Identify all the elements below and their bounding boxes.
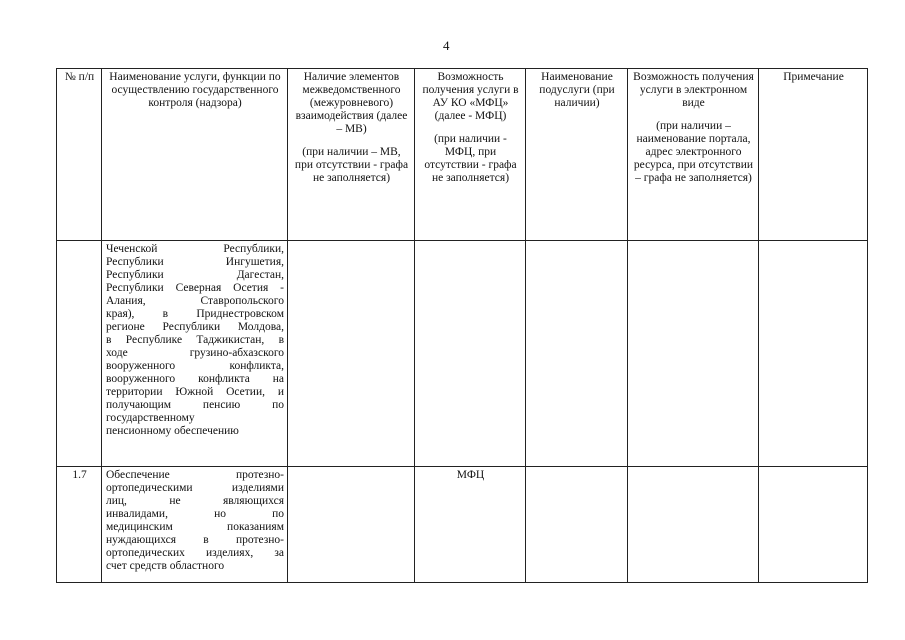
- service-text-line: ортопедических изделиях, за: [106, 547, 284, 559]
- service-text: [106, 243, 284, 438]
- service-text-line: лиц, не являющихся: [106, 495, 284, 507]
- row-mv: [288, 467, 415, 583]
- services-table: [56, 68, 868, 583]
- header-electronic-note: (при наличии – наименование портала, адрес электронного ресурса, при отсутствии – графа не заполняется): [633, 120, 754, 184]
- row-service: [102, 467, 288, 583]
- table-header-row: [57, 69, 868, 241]
- service-text-line: в Республике Таджикистан, в: [106, 334, 284, 346]
- row-mfc: [415, 241, 526, 467]
- service-text-line: получающим пенсию по: [106, 399, 284, 411]
- header-electronic-title: Возможность получения услуги в электронном виде: [633, 71, 754, 109]
- row-electronic: [628, 467, 759, 583]
- service-text-line: Республики Ингушетия,: [106, 256, 284, 268]
- service-text-line: вооруженного конфликта,: [106, 360, 284, 372]
- row-mfc: МФЦ: [415, 467, 526, 583]
- header-mfc-note: (при наличии - МФЦ, при отсутствии - графа не заполняется): [424, 133, 517, 184]
- service-text-line: государственному: [106, 412, 195, 424]
- service-text: [106, 469, 284, 573]
- service-text-line: Алания, Ставропольского: [106, 295, 284, 307]
- header-remark: Примечание: [759, 69, 868, 241]
- header-mv-title: Наличие элементов межведомственного (межуровневого) взаимодействия (далее – МВ): [295, 71, 408, 135]
- service-text-line: территории Южной Осетии, и: [106, 386, 284, 398]
- row-service: [102, 241, 288, 467]
- service-text-line: регионе Республики Молдова,: [106, 321, 284, 333]
- service-text-line: вооруженного конфликта на: [106, 373, 284, 385]
- header-electronic: [628, 69, 759, 241]
- page-number: 4: [443, 38, 450, 53]
- header-service: Наименование услуги, функции по осуществлению государственного контроля (надзора): [102, 69, 288, 241]
- service-text-line: пенсионному обеспечению: [106, 425, 239, 437]
- service-text-line: медицинским показаниям: [106, 521, 284, 533]
- service-text-line: Чеченской Республики,: [106, 243, 284, 255]
- service-text-line: Республики Северная Осетия -: [106, 282, 284, 294]
- table-row: [57, 241, 868, 467]
- header-mfc: [415, 69, 526, 241]
- service-text-line: счет средств областного: [106, 560, 225, 572]
- row-electronic: [628, 241, 759, 467]
- row-remark: [759, 467, 868, 583]
- service-text-line: Обеспечение протезно-: [106, 469, 284, 481]
- row-mv: [288, 241, 415, 467]
- service-text-line: ходе грузино-абхазского: [106, 347, 284, 359]
- row-subservice: [526, 241, 628, 467]
- header-subservice: Наименование подуслуги (при наличии): [526, 69, 628, 241]
- header-mfc-title: Возможность получения услуги в АУ КО «МФЦ» (далее - МФЦ): [422, 71, 519, 122]
- service-text-line: края), в Приднестровском: [106, 308, 284, 320]
- service-text-line: нуждающихся в протезно-: [106, 534, 284, 546]
- table-row: [57, 467, 868, 583]
- service-text-line: инвалидами, но по: [106, 508, 284, 520]
- row-subservice: [526, 467, 628, 583]
- service-text-line: Республики Дагестан,: [106, 269, 284, 281]
- header-num: № п/п: [57, 69, 102, 241]
- service-text-line: ортопедическими изделиями: [106, 482, 284, 494]
- header-mv: [288, 69, 415, 241]
- row-remark: [759, 241, 868, 467]
- row-num: [57, 241, 102, 467]
- header-mv-note: (при наличии – МВ, при отсутствии - графа не заполняется): [294, 146, 409, 184]
- row-num: 1.7: [57, 467, 102, 583]
